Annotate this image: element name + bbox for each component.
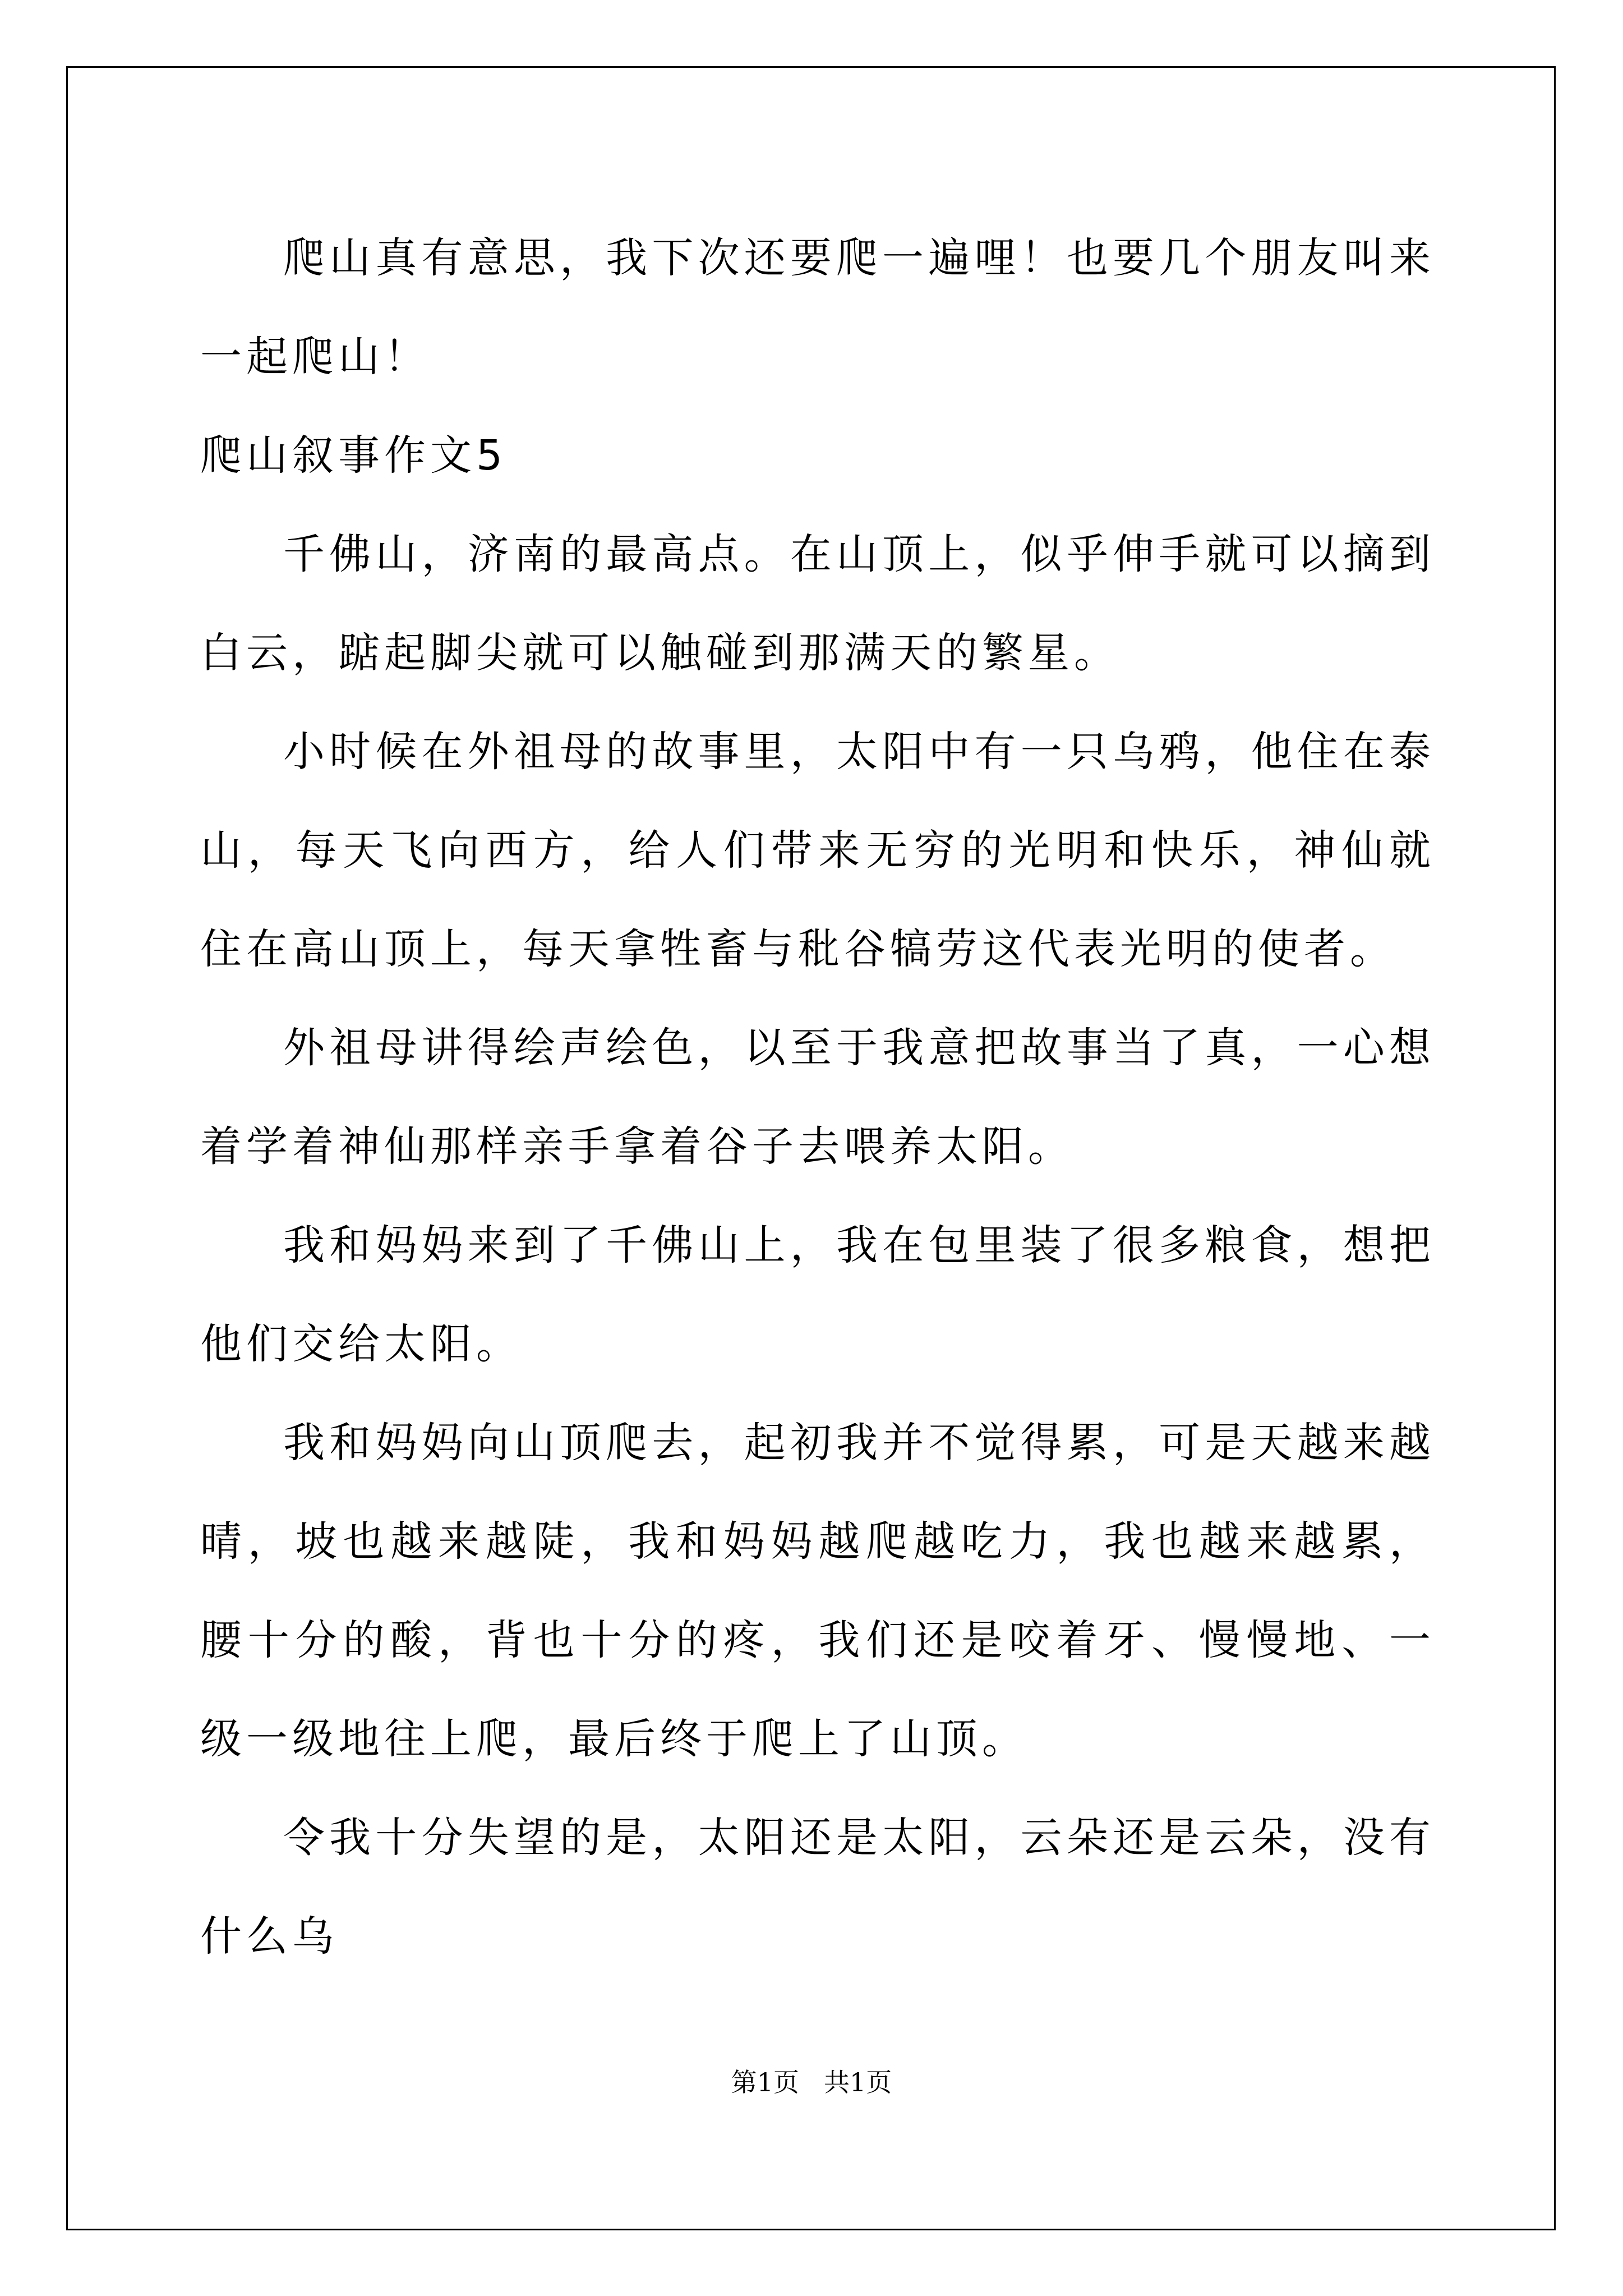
- document-body: [200, 209, 1435, 1986]
- page-footer: [0, 2065, 1623, 2099]
- paragraph: 我和妈妈向山顶爬去，起初我并不觉得累，可是天越来越晴，坡也越来越陡，我和妈妈越爬越吃力，我也越来越累，腰十分的酸，背也十分的疼，我们还是咬着牙、慢慢地、一级一级地往上爬，最后终于爬上了山顶。: [200, 1419, 1435, 1763]
- paragraph: 小时候在外祖母的故事里，太阳中有一只乌鸦，他住在泰山，每天飞向西方，给人们带来无穷的光明和快乐，神仙就住在高山顶上，每天拿牲畜与秕谷犒劳这代表光明的使者。: [200, 728, 1435, 973]
- page-total: 共1页: [823, 2067, 892, 2097]
- paragraph: 我和妈妈来到了千佛山上，我在包里装了很多粮食，想把他们交给太阳。: [200, 1221, 1435, 1368]
- section-heading: 爬山叙事作文5: [200, 431, 508, 480]
- paragraph: 外祖母讲得绘声绘色，以至于我意把故事当了真，一心想着学着神仙那样亲手拿着谷子去喂养太阳。: [200, 1024, 1435, 1171]
- paragraph: 令我十分失望的是，太阳还是太阳，云朵还是云朵，没有什么乌: [200, 1814, 1435, 1961]
- paragraph: 千佛山，济南的最高点。在山顶上，似乎伸手就可以摘到白云，踮起脚尖就可以触碰到那满天的繁星。: [200, 530, 1435, 677]
- paragraph: 爬山真有意思，我下次还要爬一遍哩！也要几个朋友叫来一起爬山！: [200, 234, 1435, 381]
- page-number: 第1页: [731, 2067, 800, 2097]
